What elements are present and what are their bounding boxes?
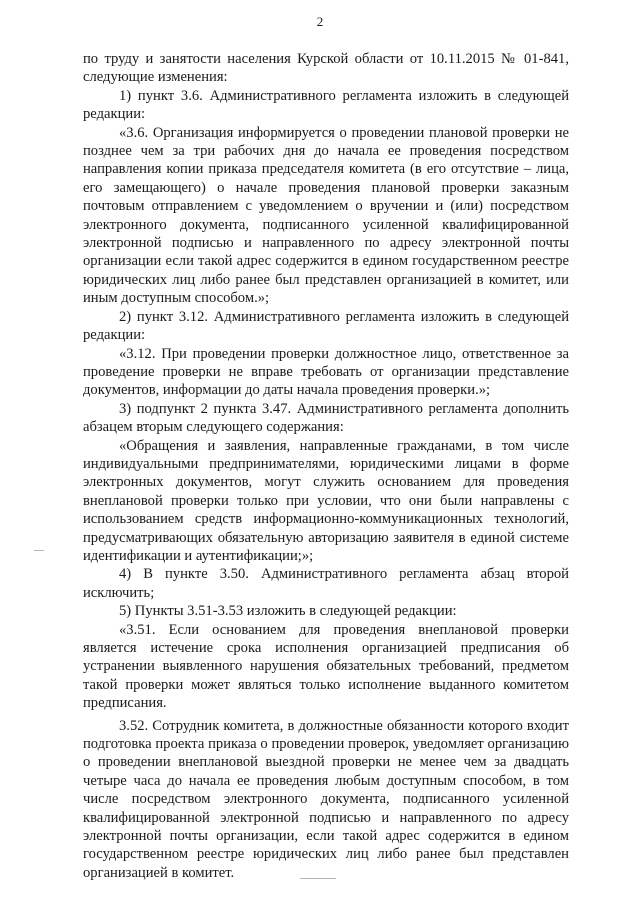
scan-artifact <box>34 550 44 551</box>
paragraph-quote-3-6: «3.6. Организация информируется о проведении плановой проверки не позднее чем за три рабочих дня до начала ее проведения посредством направления копии приказа председателя комитета (в его отсутствие – лица, его замещающего) о начале проведения плановой проверки заказным почтовым отправлением с уведомлением о вручении и (или) посредством электронного документа, подписанного усиленной квалифицированной электронной подписью и направленного по адресу электронной почты организации если такой адрес содержится в едином государственном реестре юридических лиц либо ранее был представлен организацией в комитет, или иным доступным способом.»; <box>83 124 569 307</box>
paragraph-quote-appeals: «Обращения и заявления, направленные гражданами, в том числе индивидуальными предпринимателями, юридическими лицами в форме электронных документов, могут служить основанием для проведения внеплановой проверки только при условии, что они были направлены с использованием средств информационно-коммуникационных технологий, предусматривающих обязательную авторизацию заявителя в единой системе идентификации и аутентификации;»; <box>83 437 569 564</box>
paragraph-quote-3-51: «3.51. Если основанием для проведения внеплановой проверки является истечение срока исполнения организацией предписания об устранении выявленного нарушения обязательных требований, предметом такой проверки может являться только исполнение выданного комитетом предписания. <box>83 621 569 712</box>
paragraph-intro-continuation: по труду и занятости населения Курской области от 10.11.2015 № 01-841, следующие изменения: <box>83 51 569 86</box>
paragraph-quote-3-12: «3.12. При проведении проверки должностное лицо, ответственное за проведение проверки не вправе требовать от организации представление документов, информации до даты начала проведения проверки.»; <box>83 345 569 399</box>
paragraph-3-52: 3.52. Сотрудник комитета, в должностные обязанности которого входит подготовка проекта приказа о проведении проверок, уведомляет организацию о проведении внеплановой выездной проверки не менее чем за двадцать четыре часа до начала ее проведения любым доступным способом, в том числе посредством электронного документа, подписанного усиленной квалифицированной электронной подписью и направленного по адресу электронной почты организации, если такой адрес содержится в едином государственном реестре юридических лиц либо ранее был представлен организацией в комитет. <box>83 717 569 881</box>
paragraph-item-4: 4) В пункте 3.50. Административного регламента абзац второй исключить; <box>83 566 569 601</box>
paragraph-item-2: 2) пункт 3.12. Административного регламента изложить в следующей редакции: <box>83 308 569 344</box>
paragraph-item-5: 5) Пункты 3.51-3.53 изложить в следующей редакции: <box>119 603 457 620</box>
document-body <box>83 50 569 882</box>
scan-artifact <box>300 878 336 879</box>
paragraph-item-1: 1) пункт 3.6. Административного регламента изложить в следующей редакции: <box>83 87 569 123</box>
page-number: 2 <box>316 14 324 29</box>
paragraph-item-3: 3) подпункт 2 пункта 3.47. Административного регламента дополнить абзацем вторым следующего содержания: <box>83 400 569 436</box>
